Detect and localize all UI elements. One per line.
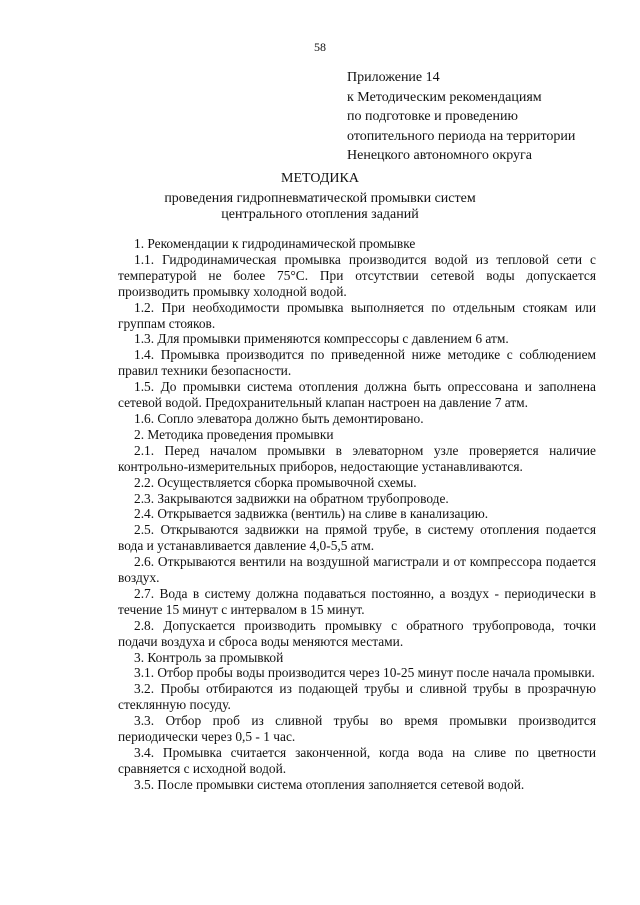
paragraph: 1.1. Гидродинамическая промывка производится водой из тепловой сети с температурой не более 75°С. При отсутствии сетевой воды допускается производить промывку холодной водой. (118, 251, 596, 299)
title-subtitle: центрального отопления заданий (221, 207, 419, 222)
paragraph: 3.2. Пробы отбираются из подающей трубы и сливной трубы в прозрачную стеклянную посуду. (118, 681, 596, 713)
paragraph: 1.3. Для промывки применяются компрессоры с давлением 6 атм. (134, 331, 509, 347)
appendix-line: Ненецкого автономного округа (347, 148, 532, 163)
paragraph: 3.1. Отбор пробы воды производится через 10-25 минут после начала промывки. (134, 665, 595, 681)
document-title (0, 171, 640, 224)
paragraph: 2.4. Открывается задвижка (вентиль) на сливе в канализацию. (134, 506, 489, 522)
paragraph: 2.1. Перед началом промывки в элеваторном узле проверяется наличие контрольно-измерительных приборов, недостающие устанавливаются. (118, 442, 596, 474)
paragraph: 1.5. До промывки система отопления должна быть опрессована и заполнена сетевой водой. Предохранительный клапан настроен на давление 7 атм. (118, 379, 596, 411)
paragraph: 1.6. Сопло элеватора должно быть демонтировано. (134, 410, 424, 426)
paragraph: 3.4. Промывка считается законченной, когда вода на сливе по цветности сравняется с исходной водой. (118, 745, 596, 776)
appendix-line: отопительного периода на территории (347, 128, 576, 144)
paragraph: 3.3. Отбор проб из сливной трубы во время промывки производится периодически через 0,5 - 1 час. (118, 713, 596, 745)
title-subtitle: проведения гидропневматической промывки систем (164, 190, 476, 206)
paragraph: 2.2. Осуществляется сборка промывочной схемы. (134, 474, 417, 490)
paragraph: 2.6. Открываются вентили на воздушной магистрали и от компрессора подается воздух. (118, 554, 596, 586)
paragraph: 2.8. Допускается производить промывку с обратного трубопровода, точки подачи воздуха и сброса воды меняются местами. (118, 617, 596, 649)
section-heading: 1. Рекомендации к гидродинамической промывке (134, 236, 416, 251)
appendix-header (347, 68, 637, 166)
paragraph: 1.4. Промывка производится по приведенной ниже методике с соблюдением правил техники безопасности. (118, 347, 596, 379)
paragraph: 2.5. Открываются задвижки на прямой трубе, в систему отопления подается вода и устанавливается давление 4,0-5,5 атм. (118, 522, 596, 554)
section-heading: 3. Контроль за промывкой (134, 649, 284, 665)
paragraph: 2.7. Вода в систему должна подаваться постоянно, а воздух - периодически в течение 15 минут с интервалом в 15 минут. (118, 585, 596, 617)
paragraph: 2.3. Закрываются задвижки на обратном трубопроводе. (134, 490, 449, 506)
paragraph: 1.2. При необходимости промывка выполняется по отдельным стоякам или группам стояков. (118, 299, 596, 331)
page-number: 58 (314, 40, 326, 54)
document-body (118, 236, 596, 793)
section-heading: 2. Методика проведения промывки (134, 426, 334, 442)
title-main: МЕТОДИКА (281, 171, 359, 186)
appendix-line: Приложение 14 (347, 70, 440, 85)
appendix-line: к Методическим рекомендациям (347, 89, 542, 105)
paragraph: 3.5. После промывки система отопления заполняется сетевой водой. (134, 776, 525, 792)
appendix-line: по подготовке и проведению (347, 109, 518, 124)
